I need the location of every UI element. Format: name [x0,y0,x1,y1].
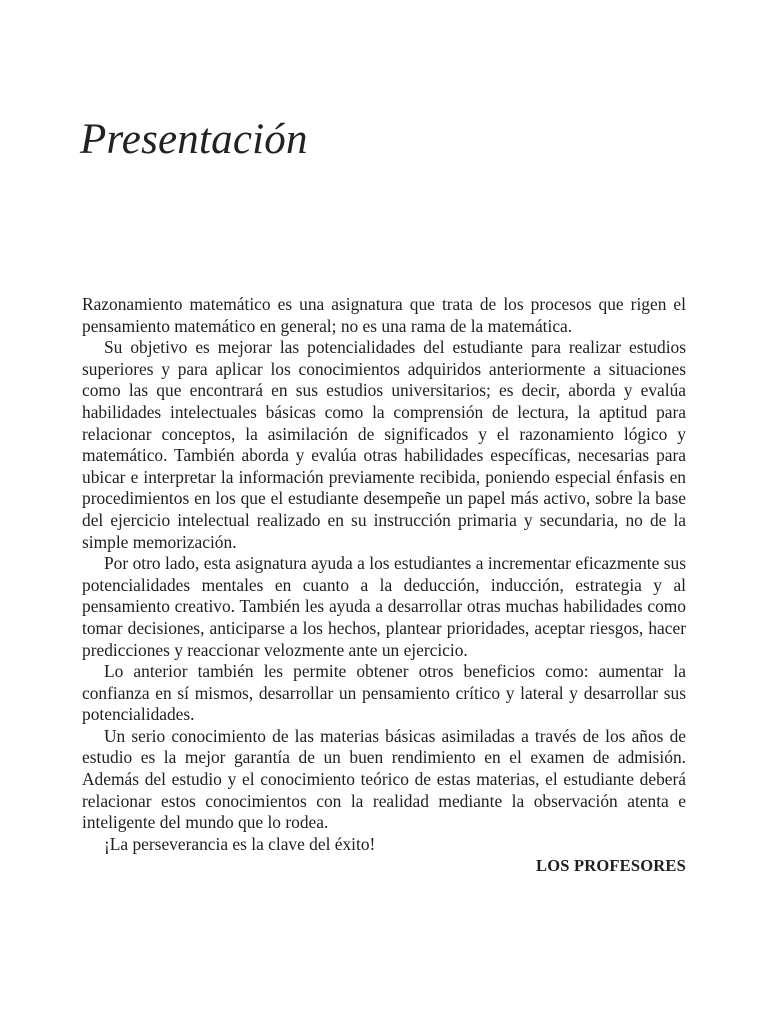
paragraph-confidence: Lo anterior también les permite obtener otros beneficios como: aumentar la confianza en sí mismos, desarrollar un pensamiento crítico y lateral y desarrollar sus potencialidades. [82,661,686,725]
paragraph-objective: Su objetivo es mejorar las potencialidades del estudiante para realizar estudios superiores y para aplicar los conocimientos adquiridos anteriormente a situaciones como las que encontrará en sus estudios universitarios; es decir, aborda y evalúa habilidades intelectuales básicas como la comprensión de lectura, la aptitud para relacionar conceptos, la asimilación de significados y el razonamiento lógico y matemático. También aborda y evalúa otras habilidades específicas, necesarias para ubicar e interpretar la información previamente recibida, poniendo especial énfasis en procedimientos en los que el estudiante desempeñe un papel más activo, sobre la base del ejercicio intelectual realizado en su instrucción primaria y secundaria, no de la simple memorización. [82,337,686,552]
paragraph-motto: ¡La perseverancia es la clave del éxito! [104,833,376,854]
paragraph-knowledge: Un serio conocimiento de las materias básicas asimiladas a través de los años de estudio es la mejor garantía de un buen rendimiento en el examen de admisión. Además del estudio y el conocimiento teórico de estas materias, el estudiante deberá relacionar estos conocimientos con la realidad mediante la observación atenta e inteligente del mundo que lo rodea. [82,725,686,833]
presentation-body [82,294,686,877]
paragraph-benefits: Por otro lado, esta asignatura ayuda a los estudiantes a incrementar eficazmente sus potencialidades mentales en cuanto a la deducción, inducción, estrategia y al pensamiento creativo. También les ayuda a desarrollar otras muchas habilidades como tomar decisiones, anticiparse a los hechos, plantear prioridades, aceptar riesgos, hacer predicciones y reaccionar velozmente ante un ejercicio. [82,553,686,660]
signature: LOS PROFESORES [536,856,686,876]
paragraph-intro: Razonamiento matemático es una asignatura que trata de los procesos que rigen el pensamiento matemático en general; no es una rama de la matemática. [82,294,686,336]
page-title: Presentación [80,116,308,163]
